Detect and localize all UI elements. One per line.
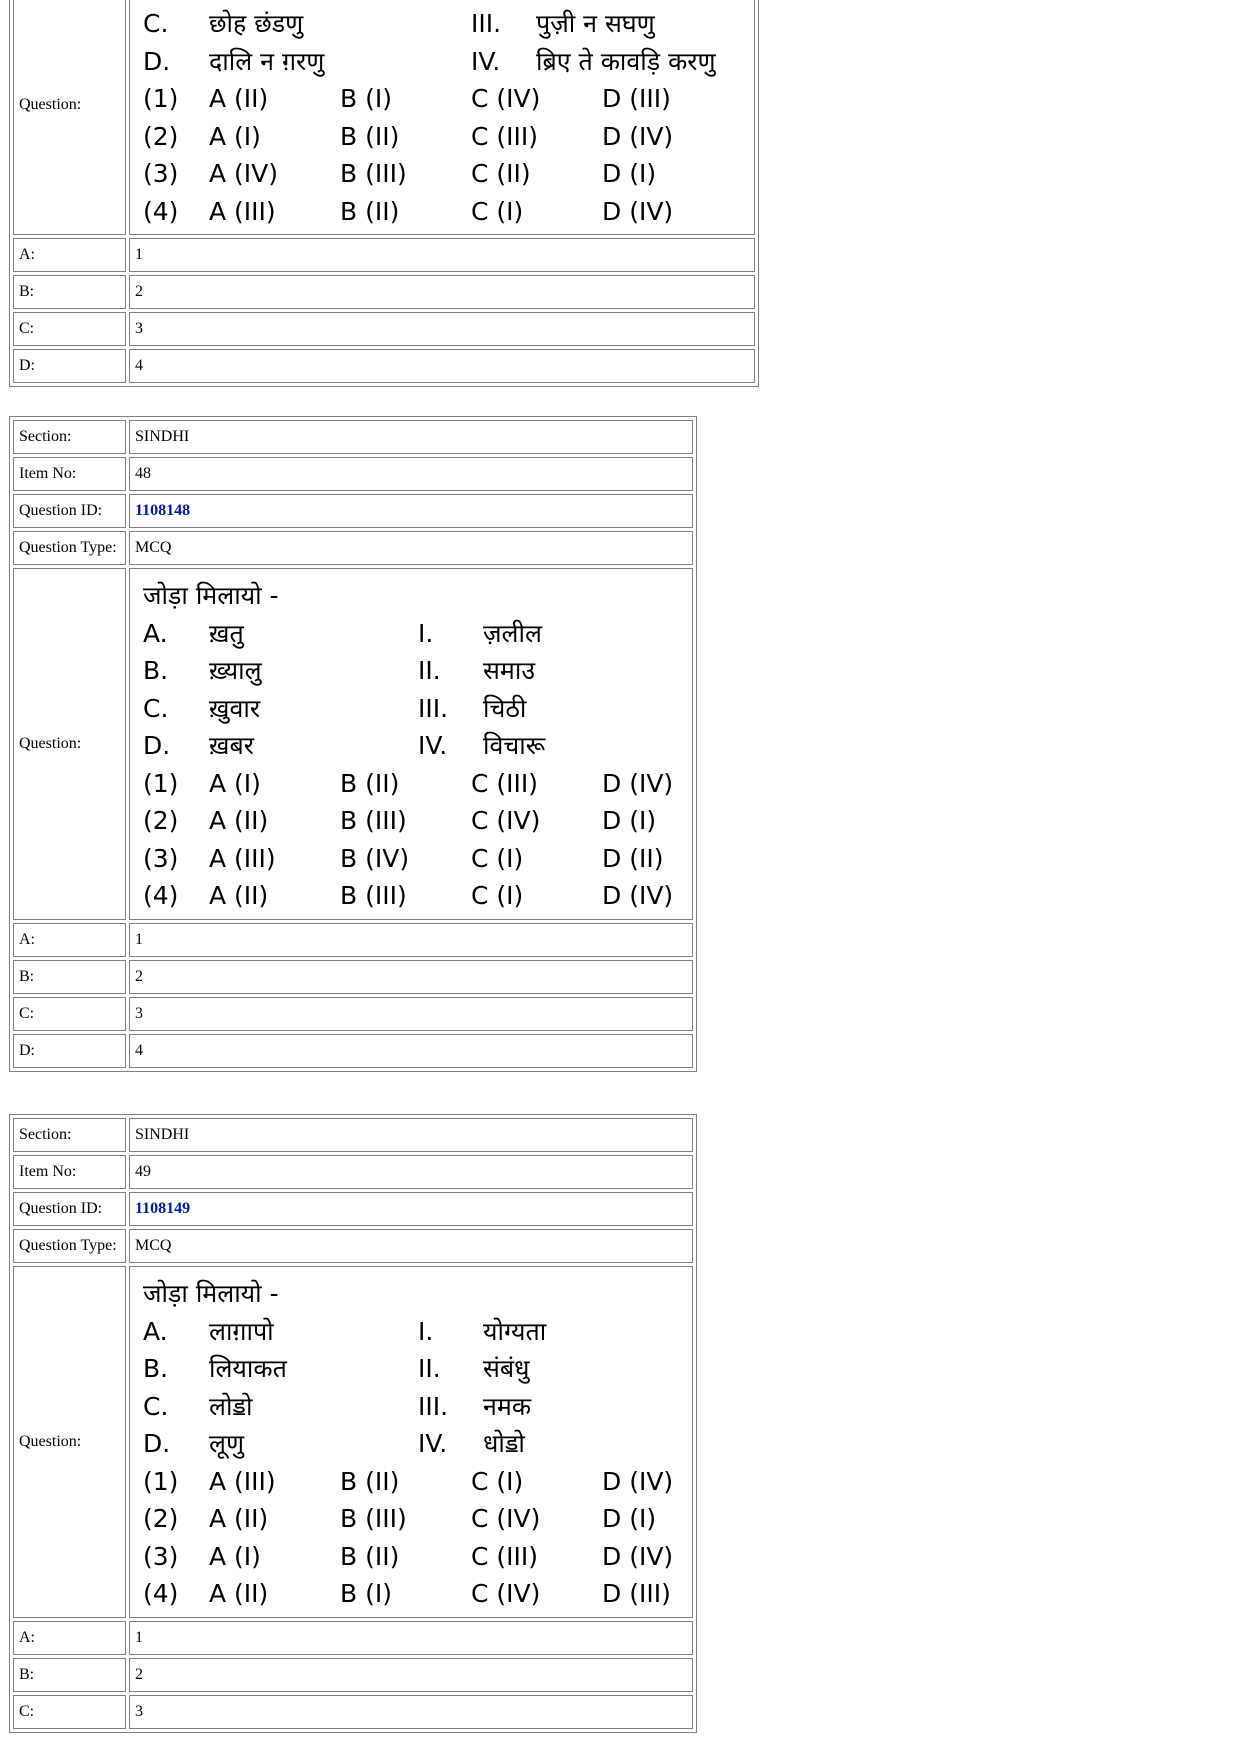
answer-a-label: A: <box>13 923 126 957</box>
match-right: समाउ <box>483 656 536 685</box>
option-row <box>143 80 754 118</box>
option-row <box>143 1463 692 1501</box>
option-number: (1) <box>143 768 179 798</box>
match-row <box>143 727 692 765</box>
match-left: ख़्यालु <box>209 656 262 685</box>
option-number: (3) <box>143 159 179 188</box>
match-left: ख़बर <box>209 731 254 760</box>
match-num: IV. <box>418 1429 448 1458</box>
question-type-value: MCQ <box>129 531 693 565</box>
option-c: C (II) <box>471 159 531 188</box>
match-num: I. <box>418 618 434 648</box>
option-row <box>143 1538 692 1576</box>
match-right: ज़लील <box>483 618 542 648</box>
match-row <box>143 1388 692 1426</box>
match-key: D. <box>143 731 171 760</box>
option-c: C (IV) <box>471 806 541 835</box>
option-a: A (III) <box>209 843 276 873</box>
match-right: धोॾो <box>483 1429 525 1458</box>
option-d: D (III) <box>602 84 671 113</box>
option-a: A (I) <box>209 768 261 798</box>
answer-c-value: 3 <box>129 312 755 346</box>
option-row <box>143 877 692 915</box>
option-d: D (II) <box>602 843 664 873</box>
match-key: D. <box>143 1429 171 1458</box>
option-b: B (III) <box>340 806 407 835</box>
match-right: ब्रिए ते कावड़ि करणु <box>536 46 716 76</box>
question-type-value: MCQ <box>129 1229 693 1263</box>
match-row <box>143 615 692 653</box>
item-no-value: 49 <box>129 1155 693 1189</box>
answer-a-value: 1 <box>129 238 755 272</box>
option-c: C (III) <box>471 768 539 798</box>
match-num: I. <box>418 1316 434 1346</box>
answer-a-label: A: <box>13 1621 126 1655</box>
option-row <box>143 840 692 878</box>
match-num: III. <box>418 693 449 723</box>
option-d: D (IV) <box>602 196 674 226</box>
match-key: D. <box>143 46 171 76</box>
match-key: C. <box>143 693 169 723</box>
answer-d-label: D: <box>13 1034 126 1068</box>
option-number: (1) <box>143 84 179 113</box>
match-row <box>143 652 692 690</box>
option-c: C (I) <box>471 843 524 873</box>
option-a: A (III) <box>209 196 276 226</box>
match-row <box>143 5 754 43</box>
question-instruction: जोड़ा मिलायो - <box>143 581 279 610</box>
item-no-label: Item No: <box>13 457 126 491</box>
answer-c-value: 3 <box>129 1695 693 1729</box>
match-row <box>143 1313 692 1351</box>
match-right: पुज़ी न सघणु <box>536 9 655 38</box>
option-number: (1) <box>143 1466 179 1496</box>
option-d: D (IV) <box>602 1541 674 1571</box>
match-num: IV. <box>471 46 501 76</box>
option-b: B (II) <box>340 121 400 151</box>
option-d: D (IV) <box>602 1466 674 1496</box>
option-number: (4) <box>143 196 179 226</box>
option-d: D (III) <box>602 1579 671 1608</box>
item-no-label: Item No: <box>13 1155 126 1189</box>
match-left: लियाकत <box>209 1354 287 1383</box>
match-key: A. <box>143 618 168 648</box>
match-right: संबंधु <box>483 1354 530 1383</box>
option-row <box>143 1575 692 1613</box>
question-block-48 <box>9 416 697 1072</box>
answer-c-label: C: <box>13 1695 126 1729</box>
option-c: C (III) <box>471 1541 539 1571</box>
option-number: (4) <box>143 1579 179 1608</box>
option-c: C (IV) <box>471 1579 541 1608</box>
option-b: B (I) <box>340 84 392 113</box>
match-right: नमक <box>483 1391 532 1421</box>
option-number: (4) <box>143 881 179 910</box>
match-row <box>143 1425 692 1463</box>
match-num: II. <box>418 1354 441 1383</box>
option-row <box>143 193 754 231</box>
question-id-label: Question ID: <box>13 494 126 528</box>
option-b: B (III) <box>340 1504 407 1533</box>
option-b: B (II) <box>340 196 400 226</box>
option-row <box>143 1500 692 1538</box>
option-b: B (I) <box>340 1579 392 1608</box>
question-id-value: 1108148 <box>129 494 693 528</box>
section-label: Section: <box>13 1118 126 1152</box>
answer-d-value: 4 <box>129 349 755 383</box>
question-label: Question: <box>13 568 126 920</box>
match-key: B. <box>143 1354 169 1383</box>
option-b: B (IV) <box>340 843 410 873</box>
answer-a-label: A: <box>13 238 126 272</box>
option-d: D (IV) <box>602 881 674 910</box>
option-c: C (I) <box>471 196 524 226</box>
item-no-value: 48 <box>129 457 693 491</box>
match-left: दालि न ग़रणु <box>209 46 325 76</box>
option-c: C (I) <box>471 1466 524 1496</box>
option-row <box>143 765 692 803</box>
question-id-value: 1108149 <box>129 1192 693 1226</box>
option-a: A (IV) <box>209 159 279 188</box>
option-number: (3) <box>143 843 179 873</box>
match-left: लोॾो <box>209 1391 253 1421</box>
question-block-49 <box>9 1114 697 1733</box>
answer-a-value: 1 <box>129 923 693 957</box>
option-b: B (III) <box>340 881 407 910</box>
option-c: C (IV) <box>471 1504 541 1533</box>
match-key: C. <box>143 1391 169 1421</box>
option-a: A (II) <box>209 1579 269 1608</box>
option-row <box>143 802 692 840</box>
match-left: ख़तु <box>209 618 244 648</box>
match-key: A. <box>143 1316 168 1346</box>
option-row <box>143 155 754 193</box>
question-id-label: Question ID: <box>13 1192 126 1226</box>
answer-b-label: B: <box>13 1658 126 1692</box>
answer-b-value: 2 <box>129 275 755 309</box>
question-content <box>129 0 755 235</box>
question-instruction: जोड़ा मिलायो - <box>143 1279 279 1308</box>
option-number: (2) <box>143 806 179 835</box>
match-key: B. <box>143 656 169 685</box>
option-a: A (I) <box>209 121 261 151</box>
option-d: D (I) <box>602 1504 657 1533</box>
match-num: IV. <box>418 731 448 760</box>
option-c: C (III) <box>471 121 539 151</box>
answer-a-value: 1 <box>129 1621 693 1655</box>
match-left: लाग़ापो <box>209 1316 274 1346</box>
match-row <box>143 1350 692 1388</box>
option-d: D (I) <box>602 806 657 835</box>
question-content <box>129 1266 693 1618</box>
answer-b-label: B: <box>13 275 126 309</box>
section-value: SINDHI <box>129 420 693 454</box>
option-a: A (I) <box>209 1541 261 1571</box>
answer-c-value: 3 <box>129 997 693 1031</box>
match-left: ख़ुवार <box>209 693 261 723</box>
question-block-47 <box>9 0 759 387</box>
match-num: III. <box>471 9 502 38</box>
option-d: D (I) <box>602 159 657 188</box>
question-type-label: Question Type: <box>13 1229 126 1263</box>
option-a: A (II) <box>209 84 269 113</box>
option-a: A (II) <box>209 806 269 835</box>
answer-d-label: D: <box>13 349 126 383</box>
option-d: D (IV) <box>602 121 674 151</box>
question-label: Question: <box>13 1266 126 1618</box>
answer-b-label: B: <box>13 960 126 994</box>
match-num: II. <box>418 656 441 685</box>
match-right: योग्यता <box>483 1316 547 1346</box>
option-b: B (II) <box>340 1466 400 1496</box>
option-b: B (III) <box>340 159 407 188</box>
answer-b-value: 2 <box>129 1658 693 1692</box>
question-content <box>129 568 693 920</box>
option-number: (2) <box>143 121 179 151</box>
match-left: लूणु <box>209 1429 245 1458</box>
answer-c-label: C: <box>13 312 126 346</box>
section-value: SINDHI <box>129 1118 693 1152</box>
question-label: Question: <box>13 0 126 235</box>
option-number: (2) <box>143 1504 179 1533</box>
option-b: B (II) <box>340 1541 400 1571</box>
option-number: (3) <box>143 1541 179 1571</box>
option-d: D (IV) <box>602 768 674 798</box>
match-right: विचारू <box>483 731 546 760</box>
option-a: A (II) <box>209 1504 269 1533</box>
question-type-label: Question Type: <box>13 531 126 565</box>
match-right: चिठी <box>483 693 527 723</box>
option-b: B (II) <box>340 768 400 798</box>
answer-c-label: C: <box>13 997 126 1031</box>
option-a: A (III) <box>209 1466 276 1496</box>
match-key: C. <box>143 9 169 38</box>
match-row <box>143 43 754 81</box>
option-c: C (IV) <box>471 84 541 113</box>
option-row <box>143 118 754 156</box>
answer-d-value: 4 <box>129 1034 693 1068</box>
answer-b-value: 2 <box>129 960 693 994</box>
match-num: III. <box>418 1391 449 1421</box>
option-c: C (I) <box>471 881 524 910</box>
section-label: Section: <box>13 420 126 454</box>
option-a: A (II) <box>209 881 269 910</box>
match-row <box>143 690 692 728</box>
match-left: छोह छंडणु <box>209 9 304 38</box>
